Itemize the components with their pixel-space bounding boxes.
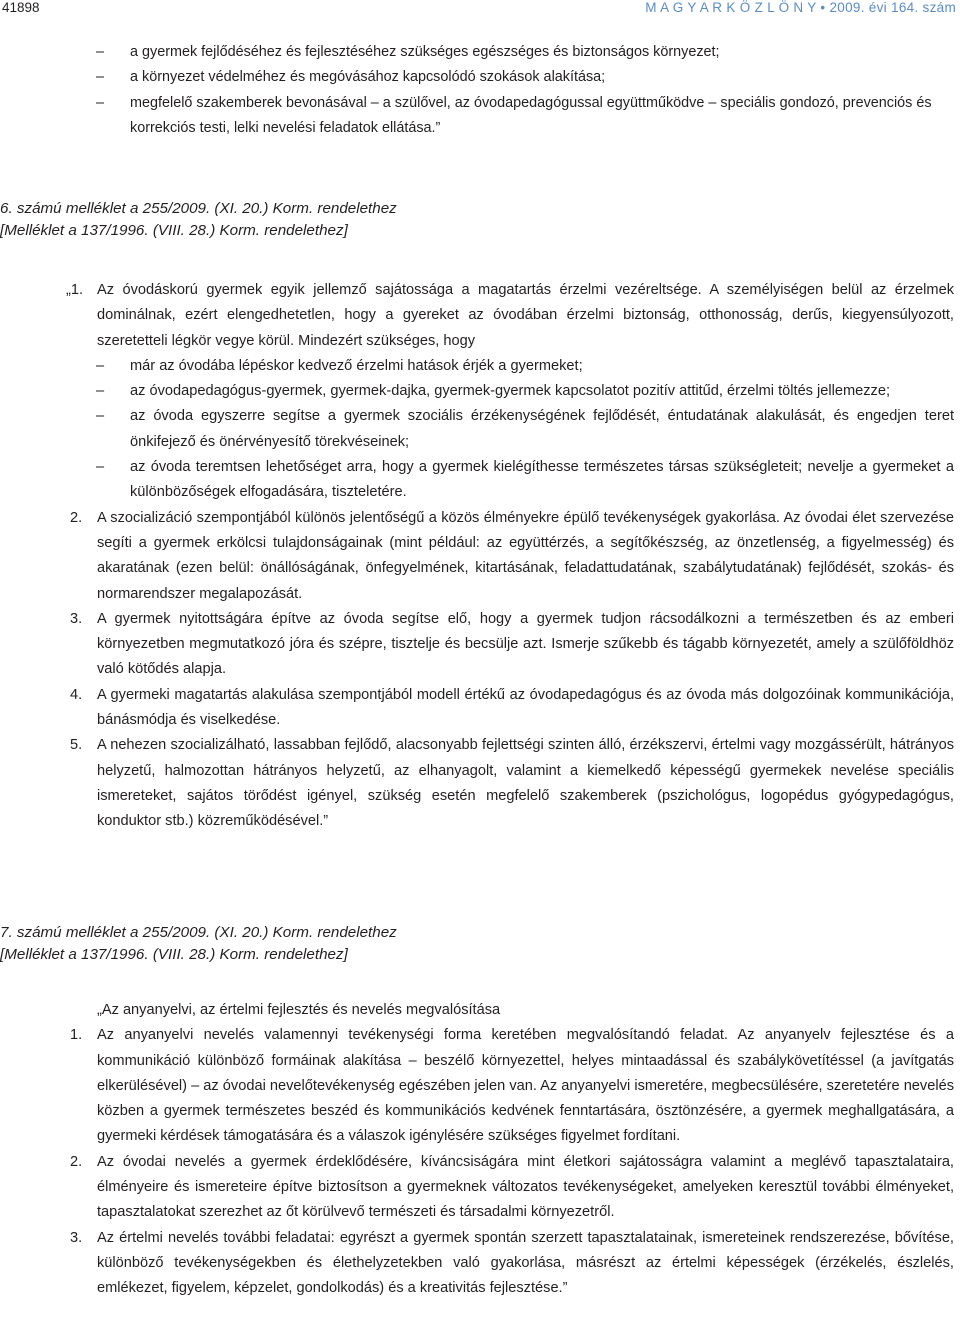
item-number: 5. (70, 737, 83, 754)
item-number: 4. (70, 686, 83, 703)
item-number: 2. (70, 509, 83, 526)
item-number: 2. (70, 1153, 83, 1170)
numbered-paragraph: 2. Az óvodai nevelés a gyermek érdeklődésére, kíváncsiságára mint életkori sajátosságra valamint a meglévő tapasztalataira, élményeire és ismereteire építve biztosítson a gyermeknek változatos tevékenységeket, amelyeken keresztül további élményeket, tapasztalatokat szerezhet az őt körülvevő természeti és társadalmi környezetről. (0, 1150, 958, 1226)
annex-title: 7. számú melléklet a 255/2009. (XI. 20.) Korm. rendelethez (0, 924, 397, 941)
list-item: – a gyermek fejlődéséhez és fejlesztéséhez szükséges egészséges és biztonságos környezet; (96, 44, 720, 60)
page-number: 41898 (2, 0, 40, 15)
numbered-paragraph: 1. Az anyanyelvi nevelés valamennyi tevékenységi forma keretében megvalósítandó feladat. Az anyanyelv fejlesztése és a kommunikáció különböző formáinak alakítása – beszélő környezettel, helyes mintaadással és szabálykövetítéssel (a javítgatás elkerülésével) – az óvodai nevelőtevékenység egészében jelen van. Az anyanyelvi ismeretére, megbecsülésére, szeretetére nevelés közben a gyermek természetes beszéd és kommunikációs kedvének fenntartására, ösztönzésére, a gyermek meghallgatására, a gyermeki kérdések támogatására és a válaszok igénylésére szükséges figyelmet fordítani. (0, 1023, 958, 1149)
journal-title: M A G Y A R K Ö Z L Ö N Y • 2009. évi 164. szám (645, 0, 956, 15)
annex-6-body (0, 278, 958, 835)
annex-6-heading (0, 198, 397, 242)
annex-7-body (0, 998, 958, 1302)
annex-reference: [Melléklet a 137/1996. (VIII. 28.) Korm. rendelethez] (0, 946, 348, 963)
numbered-paragraph: 3. Az értelmi nevelés további feladatai: egyrészt a gyermek spontán szerzett tapasztalatainak, ismereteinek rendszerezése, bővítése, különböző tevékenységekben és élethelyzetekben való gyakorlása, másrészt az értelmi képességek (érzékelés, észlelés, emlékezet, figyelem, képzelet, gondolkodás) és a kreativitás fejlesztése.” (0, 1226, 958, 1302)
list-item: – az óvoda egyszerre segítse a gyermek szociális érzékenységének fejlődését, éntudatának alakulását, és engedjen teret önkifejező és önérvényesítő törekvéseinek; (96, 408, 954, 450)
list-item: – az óvoda teremtsen lehetőséget arra, hogy a gyermek kielégíthesse természetes társas szükségleteit; nevelje a gyermeket a különbözőségek elfogadására, tiszteletére. (96, 459, 954, 501)
numbered-paragraph: 5. A nehezen szocializálható, lassabban fejlődő, alacsonyabb fejlettségi szinten álló, érzékszervi, értelmi vagy mozgássérült, hátrányos helyzetű, halmozottan hátrányos helyzetű, az elhanyagolt, valamint a kiemelkedő képességű gyermekek nevelése speciális ismereteket, sajátos törődést igényel, szükség esetén megfelelő szakemberek (pszichológus, logopédus gyógypedagógus, konduktor stb.) közreműködésével.” (0, 733, 958, 834)
item-number: 1. (70, 1027, 83, 1044)
list-item: – az óvodapedagógus-gyermek, gyermek-dajka, gyermek-gyermek kapcsolatot pozitív attitűd, érzelmi töltés jellemezze; (96, 383, 891, 400)
section-title: „Az anyanyelvi, az értelmi fejlesztés és nevelés megvalósítása (97, 1002, 501, 1018)
numbered-paragraph: „1. Az óvodáskorú gyermek egyik jellemző sajátossága a magatartás érzelmi vezéreltsége. A személyiségen belül az érzelmek dominálnak, ezért elengedhetetlen, hogy a gyereket az óvodában érzelmi biztonság, otthonosság, derűs, kiegyensúlyozott, szeretetteli légkör vegye körül. Mindezért szükséges, hogy (0, 278, 958, 354)
sub-bullet-list (0, 354, 958, 506)
item-number: „1. (66, 282, 84, 298)
list-item: – megfelelő szakemberek bevonásával – a szülővel, az óvodapedagógussal együttműködve – speciális gondozó, prevenciós és korrekciós testi, lelki nevelési feladatok ellátása.” (96, 94, 932, 136)
item-number: 3. (70, 610, 83, 627)
top-bullet-list (0, 40, 960, 141)
numbered-paragraph: 3. A gyermek nyitottságára építve az óvoda segítse elő, hogy a gyermek tudjon rácsodálkozni a természetben és az emberi környezetben megmutatkozó jóra és szépre, tisztelje és becsülje azt. Ismerje szűkebb és tágabb környezetét, amely a szülőföldhöz való kötődés alapja. (0, 607, 958, 683)
page-header (0, 0, 960, 20)
annex-reference: [Melléklet a 137/1996. (VIII. 28.) Korm. rendelethez] (0, 222, 348, 239)
annex-title: 6. számú melléklet a 255/2009. (XI. 20.) Korm. rendelethez (0, 200, 397, 217)
list-item: – már az óvodába lépéskor kedvező érzelmi hatások érjék a gyermeket; (96, 357, 583, 374)
annex-7-heading (0, 922, 397, 966)
numbered-paragraph: 4. A gyermeki magatartás alakulása szempontjából modell értékű az óvodapedagógus és az óvoda más dolgozóinak kommunikációja, bánásmódja és viselkedése. (0, 683, 958, 734)
numbered-paragraph: 2. A szocializáció szempontjából különös jelentőségű a közös élményekre épülő tevékenységek gyakorlása. Az óvodai élet szervezése segíti a gyermek erkölcsi tulajdonságainak (mint például: az együttérzés, a segítőkészség, az önzetlenség, a figyelmesség) és akaratának (ezen belül: önállóságának, önfegyelmének, kitartásának, feladattudatának, szabálytudatának) fejlődését, szokás- és normarendszer megalapozását. (0, 506, 958, 607)
item-number: 3. (70, 1229, 83, 1246)
list-item: – a környezet védelméhez és megóvásához kapcsolódó szokások alakítása; (96, 69, 606, 86)
